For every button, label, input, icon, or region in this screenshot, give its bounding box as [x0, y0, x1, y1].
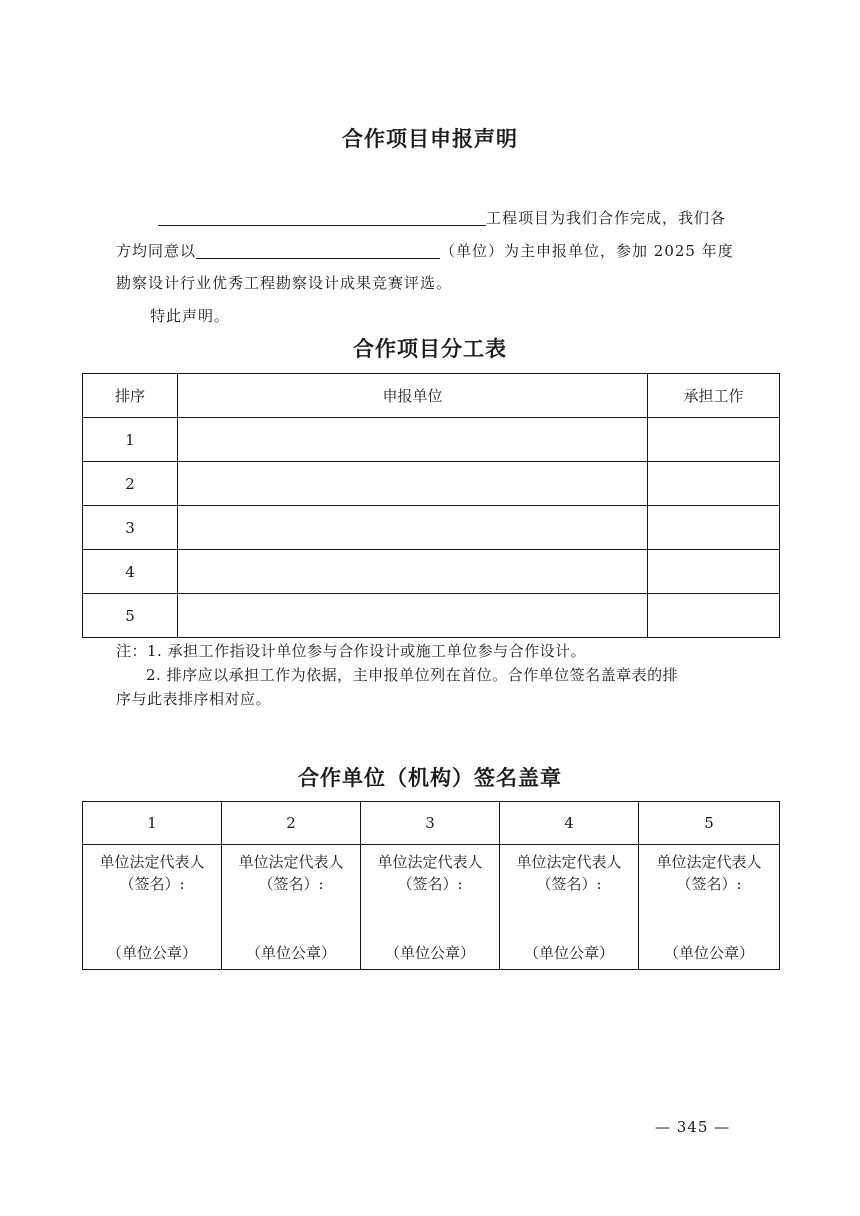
- row-order: 1: [83, 418, 178, 462]
- signature-label: （签名）:: [119, 875, 185, 893]
- declaration-line-2: [116, 240, 734, 261]
- row-order: 5: [83, 594, 178, 638]
- declaration-line-1-text: 工程项目为我们合作完成，我们各: [486, 209, 727, 227]
- table-row: [83, 594, 780, 638]
- legal-rep-label: 单位法定代表人: [377, 853, 483, 871]
- signature-cell[interactable]: [361, 845, 500, 970]
- note-2-line-1: 2. 排序应以承担工作为依据，主申报单位列在首位。合作单位签名盖章表的排: [146, 666, 679, 684]
- work-cell[interactable]: [648, 418, 780, 462]
- declaration-line-1: [158, 207, 726, 228]
- signature-label: （签名）:: [536, 875, 602, 893]
- division-title: 合作项目分工表: [353, 337, 507, 361]
- project-name-blank[interactable]: [158, 209, 486, 226]
- work-cell[interactable]: [648, 462, 780, 506]
- table-row: [83, 462, 780, 506]
- unit-cell[interactable]: [178, 462, 648, 506]
- seal-header-row: [83, 802, 780, 845]
- legal-rep-label: 单位法定代表人: [238, 853, 344, 871]
- signature-cell[interactable]: [222, 845, 361, 970]
- page-number: — 345 —: [655, 1118, 731, 1136]
- division-table: [82, 373, 780, 638]
- unit-cell[interactable]: [178, 418, 648, 462]
- seal-column-number: 1: [83, 802, 222, 845]
- seal-title: 合作单位（机构）签名盖章: [298, 766, 562, 790]
- seal-table: [82, 801, 780, 970]
- main-unit-blank[interactable]: [196, 242, 440, 259]
- seal-column-number: 4: [500, 802, 639, 845]
- unit-seal-label: （单位公章）: [245, 944, 336, 962]
- seal-column-number: 5: [639, 802, 780, 845]
- seal-column-number: 2: [222, 802, 361, 845]
- signature-label: （签名）:: [676, 875, 742, 893]
- legal-rep-label: 单位法定代表人: [99, 853, 205, 871]
- table-row: [83, 418, 780, 462]
- header-order: 排序: [83, 374, 178, 418]
- declaration-title: 合作项目申报声明: [342, 127, 518, 151]
- table-row: [83, 550, 780, 594]
- header-unit: 申报单位: [178, 374, 648, 418]
- seal-column-number: 3: [361, 802, 500, 845]
- unit-seal-label: （单位公章）: [663, 944, 754, 962]
- note-2-line-2: 序与此表排序相对应。: [116, 690, 272, 708]
- unit-seal-label: （单位公章）: [106, 944, 197, 962]
- unit-cell[interactable]: [178, 506, 648, 550]
- signature-label: （签名）:: [397, 875, 463, 893]
- legal-rep-label: 单位法定代表人: [656, 853, 762, 871]
- unit-cell[interactable]: [178, 550, 648, 594]
- row-order: 2: [83, 462, 178, 506]
- work-cell[interactable]: [648, 594, 780, 638]
- declaration-closing: 特此声明。: [150, 307, 231, 325]
- work-cell[interactable]: [648, 506, 780, 550]
- legal-rep-label: 单位法定代表人: [516, 853, 622, 871]
- work-cell[interactable]: [648, 550, 780, 594]
- table-row: [83, 506, 780, 550]
- row-order: 4: [83, 550, 178, 594]
- row-order: 3: [83, 506, 178, 550]
- signature-cell[interactable]: [639, 845, 780, 970]
- declaration-line-2-suffix: （单位）为主申报单位，参加 2025 年度: [440, 242, 734, 260]
- note-1: 注：1. 承担工作指设计单位参与合作设计或施工单位参与合作设计。: [116, 642, 587, 660]
- signature-cell[interactable]: [83, 845, 222, 970]
- signature-cell[interactable]: [500, 845, 639, 970]
- header-work: 承担工作: [648, 374, 780, 418]
- seal-sign-row: [83, 845, 780, 970]
- division-header-row: [83, 374, 780, 418]
- declaration-line-2-prefix: 方均同意以: [116, 242, 197, 260]
- signature-label: （签名）:: [258, 875, 324, 893]
- unit-cell[interactable]: [178, 594, 648, 638]
- unit-seal-label: （单位公章）: [384, 944, 475, 962]
- unit-seal-label: （单位公章）: [523, 944, 614, 962]
- declaration-line-3: 勘察设计行业优秀工程勘察设计成果竞赛评选。: [116, 274, 453, 292]
